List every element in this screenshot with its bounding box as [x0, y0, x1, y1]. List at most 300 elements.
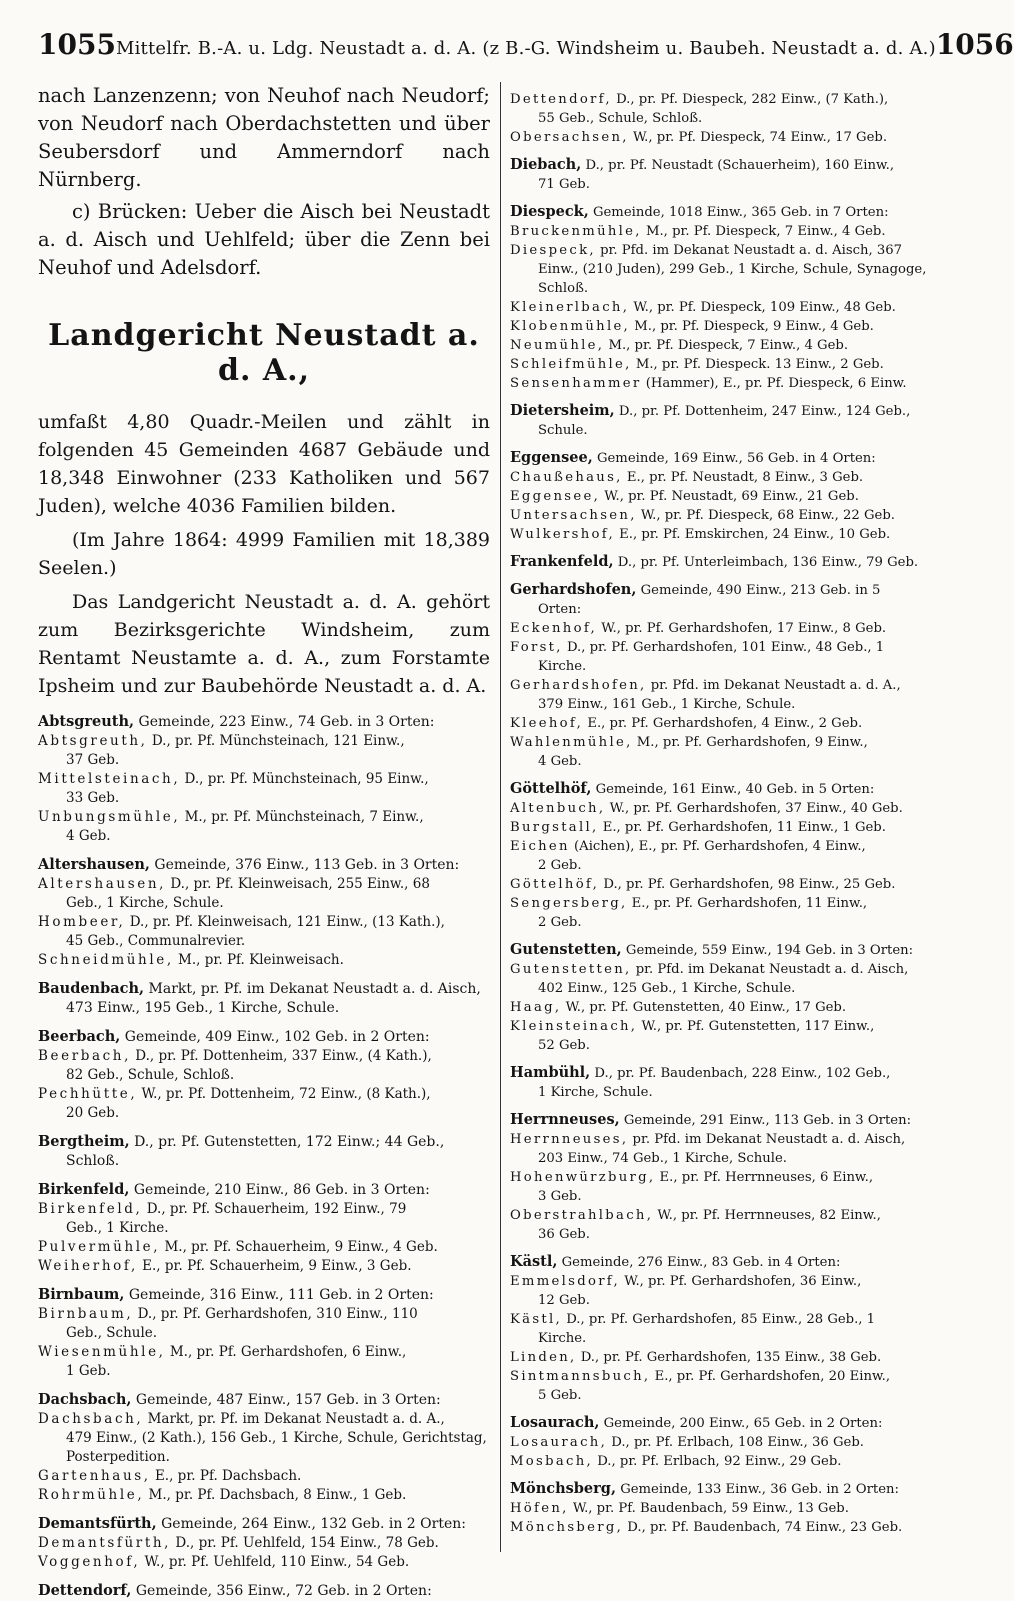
place-entry — [510, 1017, 962, 1055]
place-cont: Geb., 1 Kirche. — [66, 1220, 169, 1236]
municipality-entry — [510, 580, 962, 771]
place-name: Altenbuch, — [510, 801, 606, 816]
place-entry — [510, 799, 962, 818]
place-desc: E., pr. Pf. Herrnneuses, 6 Einw., — [659, 1170, 874, 1185]
place-name: Kleehof, — [510, 716, 584, 731]
place-cont: 3 Geb. — [538, 1189, 582, 1204]
place-desc: pr. Pfd. im Dekanat Neustadt a. d. Aisch, 367 — [600, 243, 903, 258]
place-desc: D., pr. Pf. Erlbach, 92 Einw., 29 Geb. — [597, 1454, 842, 1469]
place-desc: D., pr. Pf. Gerhardshofen, 101 Einw., 48 Geb., 1 — [566, 640, 885, 655]
place-desc: pr. Pfd. im Dekanat Neustadt a. d. Aisch, — [635, 962, 909, 977]
place-desc: M., pr. Pf. Gerhardshofen, 9 Einw., — [636, 735, 868, 750]
municipality-name: Eggensee, — [510, 449, 593, 466]
place-name: Mönchsberg, — [510, 1520, 624, 1535]
place-cont: 45 Geb., Communalrevier. — [66, 933, 246, 949]
place-name: Losaurach, — [510, 1435, 608, 1450]
place-entry — [510, 998, 962, 1017]
municipality-line — [510, 1413, 962, 1433]
municipality-entry — [38, 1390, 490, 1505]
place-name: Voggenhof, — [38, 1554, 141, 1570]
place-name: Pulvermühle, — [38, 1239, 161, 1255]
municipality-line — [38, 712, 490, 732]
place-desc: M., pr. Pf. Diespeck, 7 Einw., 4 Geb. — [645, 224, 886, 239]
municipality-desc: Gemeinde, 356 Einw., 72 Geb. in 2 Orten: — [135, 1583, 432, 1599]
place-desc: M., pr. Pf. Kleinweisach. — [178, 952, 344, 968]
municipality-line — [38, 1180, 490, 1200]
place-desc: M., pr. Pf. Diespeck. 13 Einw., 2 Geb. — [635, 357, 884, 372]
municipality-line — [510, 401, 962, 440]
municipality-desc: Gemeinde, 200 Einw., 65 Geb. in 2 Orten: — [603, 1416, 883, 1431]
place-name: Linden, — [510, 1350, 577, 1365]
place-name: Mittelsteinach, — [38, 771, 181, 787]
municipality-desc: D., pr. Pf. Unterleimbach, 136 Einw., 79 Geb. — [617, 555, 919, 570]
place-name: Eckenhof, — [510, 621, 598, 636]
place-entry — [38, 1486, 490, 1505]
place-cont: 203 Einw., 74 Geb., 1 Kirche, Schule. — [538, 1151, 787, 1166]
place-desc: W., pr. Pf. Gutenstetten, 40 Einw., 17 Geb. — [565, 1000, 847, 1015]
municipality-entry — [38, 1581, 490, 1601]
municipality-line — [510, 779, 962, 799]
place-entry — [38, 1085, 490, 1123]
place-cont: Geb., Schule. — [66, 1325, 158, 1341]
municipality-desc: Gemeinde, 161 Einw., 40 Geb. in 5 Orten: — [595, 782, 875, 797]
place-name: Gerhardshofen, — [510, 678, 647, 693]
place-entry — [510, 336, 962, 355]
municipality-entry — [510, 1413, 962, 1471]
place-desc: D., pr. Pf. Uehlfeld, 154 Einw., 78 Geb. — [175, 1535, 439, 1551]
municipality-line — [38, 855, 490, 875]
place-name: Höfen, — [510, 1501, 569, 1516]
municipality-name: Birnbaum, — [38, 1286, 125, 1303]
place-desc: E., pr. Pf. Gerhardshofen, 4 Einw., 2 Geb. — [587, 716, 863, 731]
municipality-entry — [510, 1110, 962, 1244]
place-name: Kleinerlbach, — [510, 300, 630, 315]
place-name: Sintmannsbuch, — [510, 1369, 651, 1384]
municipality-name: Dachsbach, — [38, 1391, 132, 1408]
municipality-name: Diespeck, — [510, 203, 589, 220]
place-desc: D., pr. Pf. Dottenheim, 337 Einw., (4 Kath.), — [135, 1048, 432, 1064]
place-desc: W., pr. Pf. Uehlfeld, 110 Einw., 54 Geb. — [144, 1554, 410, 1570]
place-name: Hombeer, — [38, 914, 126, 930]
place-name: Hohenwürzburg, — [510, 1170, 656, 1185]
place-name: Pechhütte, — [38, 1086, 138, 1102]
place-desc: W., pr. Pf. Gerhardshofen, 37 Einw., 40 Geb. — [609, 801, 903, 816]
place-entry — [510, 714, 962, 733]
place-desc: D., pr. Pf. Münchsteinach, 121 Einw., — [151, 733, 405, 749]
place-entry — [510, 1367, 962, 1405]
place-cont: 52 Geb. — [538, 1038, 590, 1053]
place-name: Weiherhof, — [38, 1258, 138, 1274]
place-desc: D., pr. Pf. Kleinweisach, 121 Einw., (13 Kath.), — [129, 914, 445, 930]
place-desc: W., pr. Pf. Neustadt, 69 Einw., 21 Geb. — [604, 489, 859, 504]
municipality-name: Altershausen, — [38, 856, 150, 873]
place-desc: M., pr. Pf. Schauerheim, 9 Einw., 4 Geb. — [164, 1239, 438, 1255]
place-name: Kästl, — [510, 1312, 562, 1327]
municipality-desc: Gemeinde, 487 Einw., 157 Geb. in 3 Orten: — [135, 1392, 441, 1408]
place-desc: D., pr. Pf. Schauerheim, 192 Einw., 79 — [146, 1201, 407, 1217]
place-entry — [38, 1238, 490, 1257]
municipality-desc: Gemeinde, 559 Einw., 194 Geb. in 3 Orten: — [625, 943, 914, 958]
place-entry — [38, 1200, 490, 1238]
place-cont: 36 Geb. — [538, 1227, 590, 1242]
court-title: Landgericht Neustadt a. d. A., — [48, 318, 480, 388]
left-column — [38, 82, 490, 1601]
municipality-desc: D., pr. Pf. Baudenbach, 228 Einw., 102 Geb., — [594, 1066, 891, 1081]
municipality-line — [510, 580, 962, 619]
place-desc: M., pr. Pf. Diespeck, 9 Einw., 4 Geb. — [634, 319, 874, 334]
place-desc: E., pr. Pf. Gerhardshofen, 11 Einw., 1 Geb. — [602, 820, 886, 835]
place-entry — [510, 1206, 962, 1244]
place-entry — [510, 241, 962, 298]
place-entry — [510, 90, 962, 128]
place-name: Kleinsteinach, — [510, 1019, 638, 1034]
place-name: Oberstrahlbach, — [510, 1208, 654, 1223]
municipality-entry — [510, 202, 962, 393]
place-name: Chaußehaus, — [510, 470, 623, 485]
place-name: Gutenstetten, — [510, 962, 632, 977]
place-entry — [510, 1433, 962, 1452]
place-name: Diespeck, — [510, 243, 596, 258]
municipality-line — [510, 1063, 962, 1102]
municipality-list — [510, 90, 962, 1537]
place-desc: D., pr. Pf. Münchsteinach, 95 Einw., — [184, 771, 429, 787]
place-name: Demantsfürth, — [38, 1535, 172, 1551]
column-divider — [500, 82, 501, 1552]
place-cont: 37 Geb. — [66, 752, 120, 768]
place-name: Mosbach, — [510, 1454, 593, 1469]
municipality-name: Birkenfeld, — [38, 1181, 130, 1198]
municipality-name: Herrnneuses, — [510, 1111, 620, 1128]
place-desc: D., pr. Pf. Kleinweisach, 255 Einw., 68 — [170, 876, 430, 892]
municipality-name: Dietersheim, — [510, 402, 615, 419]
municipality-line — [510, 155, 962, 194]
place-desc: E., pr. Pf. Gerhardshofen, 11 Einw., — [631, 896, 868, 911]
place-entry — [510, 1272, 962, 1310]
place-name: Beerbach, — [38, 1048, 131, 1064]
place-entry — [510, 619, 962, 638]
municipality-entry — [510, 448, 962, 544]
place-desc: D., pr. Pf. Gerhardshofen, 310 Einw., 110 — [137, 1306, 418, 1322]
place-entry — [510, 128, 962, 147]
municipality-cont: 1 Kirche, Schule. — [538, 1085, 653, 1100]
place-cont: Kirche. — [538, 1331, 587, 1346]
place-name: Schneidmühle, — [38, 952, 174, 968]
place-cont: Geb., 1 Kirche, Schule. — [66, 895, 224, 911]
place-desc: W., pr. Pf. Gerhardshofen, 17 Einw., 8 Geb. — [601, 621, 887, 636]
place-cont: 4 Geb. — [66, 828, 111, 844]
municipality-name: Frankenfeld, — [510, 553, 614, 570]
municipality-entry — [510, 1252, 962, 1405]
court-paragraph: Das Landgericht Neustadt a. d. A. gehört zum Bezirksgerichte Windsheim, zum Rentamt Neustamte a. d. A., zum Forstamte Ipsheim und zur Baubehörde Neustadt a. d. A. — [38, 591, 490, 697]
place-desc: W., pr. Pf. Diespeck, 109 Einw., 48 Geb. — [633, 300, 896, 315]
municipality-entry — [38, 1132, 490, 1171]
municipality-desc: Gemeinde, 210 Einw., 86 Geb. in 3 Orten: — [133, 1182, 430, 1198]
place-name: Altershausen, — [38, 876, 167, 892]
place-desc: W., pr. Pf. Dottenheim, 72 Einw., (8 Kath.), — [141, 1086, 431, 1102]
municipality-name: Hambühl, — [510, 1064, 591, 1081]
place-entry — [38, 1305, 490, 1343]
municipality-entry — [38, 1180, 490, 1276]
municipality-desc: Markt, pr. Pf. im Dekanat Neustadt a. d. Aisch, — [148, 981, 481, 997]
place-desc: D., pr. Pf. Gerhardshofen, 98 Einw., 25 Geb. — [603, 877, 896, 892]
place-entry — [510, 355, 962, 374]
place-entry — [510, 1348, 962, 1367]
place-name: Untersachsen, — [510, 508, 637, 523]
place-name: Schleifmühle, — [510, 357, 632, 372]
municipality-desc: Gemeinde, 133 Einw., 36 Geb. in 2 Orten: — [620, 1482, 899, 1497]
municipality-desc: Gemeinde, 1018 Einw., 365 Geb. in 7 Orten: — [592, 205, 889, 220]
place-entry — [510, 1499, 962, 1518]
municipality-line — [510, 1479, 962, 1499]
place-cont: 5 Geb. — [538, 1388, 582, 1403]
place-desc: E., pr. Pf. Neustadt, 8 Einw., 3 Geb. — [626, 470, 864, 485]
place-name: Gartenhaus, — [38, 1468, 151, 1484]
place-cont: 55 Geb., Schule, Schloß. — [538, 111, 703, 126]
municipality-desc: Gemeinde, 316 Einw., 111 Geb. in 2 Orten: — [128, 1287, 434, 1303]
municipality-name: Gerhardshofen, — [510, 581, 637, 598]
place-entry — [510, 222, 962, 241]
municipality-desc: Gemeinde, 376 Einw., 113 Geb. in 3 Orten: — [154, 857, 460, 873]
place-entry — [510, 676, 962, 714]
place-desc: W., pr. Pf. Gutenstetten, 117 Einw., — [641, 1019, 875, 1034]
place-entry — [38, 1257, 490, 1276]
place-name: Klobenmühle, — [510, 319, 631, 334]
place-name: Wahlenmühle, — [510, 735, 633, 750]
place-desc: E., pr. Pf. Emskirchen, 24 Einw., 10 Geb. — [619, 527, 891, 542]
place-name: Eichen — [510, 839, 570, 854]
place-name: Obersachsen, — [510, 130, 629, 145]
municipality-name: Kästl, — [510, 1253, 558, 1270]
municipality-line — [38, 1027, 490, 1047]
place-desc: M., pr. Pf. Gerhardshofen, 6 Einw., — [169, 1344, 407, 1360]
municipality-desc: Gemeinde, 223 Einw., 74 Geb. in 3 Orten: — [138, 714, 435, 730]
municipality-entry — [510, 552, 962, 572]
municipality-cont: Schloß. — [66, 1153, 120, 1169]
place-cont: 82 Geb., Schule, Schloß. — [66, 1067, 235, 1083]
court-paragraph: umfaßt 4,80 Quadr.-Meilen und zählt in folgenden 45 Gemeinden 4687 Gebäude und 18,348 Einwohner (233 Katholiken und 567 Juden), welche 4036 Familien bilden. — [38, 411, 490, 517]
place-entry — [510, 837, 962, 875]
municipality-entry — [38, 1514, 490, 1572]
page-header — [38, 28, 1014, 70]
municipality-name: Gutenstetten, — [510, 941, 622, 958]
municipality-entry — [510, 90, 962, 147]
place-name: Birkenfeld, — [38, 1201, 143, 1217]
place-name: Abtsgreuth, — [38, 733, 148, 749]
municipality-desc: Gemeinde, 490 Einw., 213 Geb. in 5 — [640, 583, 881, 598]
place-entry — [510, 733, 962, 771]
municipality-line — [38, 979, 490, 1018]
municipality-line — [38, 1390, 490, 1410]
municipality-line — [510, 1252, 962, 1272]
municipality-desc: Gemeinde, 291 Einw., 113 Geb. in 3 Orten: — [623, 1113, 912, 1128]
municipality-entry — [510, 779, 962, 932]
municipality-name: Demantsfürth, — [38, 1515, 157, 1532]
place-entry — [510, 960, 962, 998]
place-entry — [38, 875, 490, 913]
municipality-entry — [38, 855, 490, 970]
place-desc: (Aichen), E., pr. Pf. Gerhardshofen, 4 Einw., — [574, 839, 866, 854]
municipality-cont: Orten: — [538, 602, 582, 617]
municipality-name: Diebach, — [510, 156, 582, 173]
municipality-entry — [510, 155, 962, 194]
place-entry — [510, 1310, 962, 1348]
municipality-desc: D., pr. Pf. Neustadt (Schauerheim), 160 Einw., — [585, 158, 895, 173]
municipality-name: Dettendorf, — [38, 1582, 132, 1599]
place-desc: Markt, pr. Pf. im Dekanat Neustadt a. d. A., — [147, 1411, 445, 1427]
place-desc: M., pr. Pf. Münchsteinach, 7 Einw., — [184, 809, 424, 825]
place-name: Wulkershof, — [510, 527, 615, 542]
running-title: Mittelfr. B.-A. u. Ldg. Neustadt a. d. A. (z B.-G. Windsheim u. Baubeh. Neustadt a. d. A.) — [115, 38, 936, 59]
place-entry — [510, 1518, 962, 1537]
place-cont: 2 Geb. — [538, 915, 582, 930]
place-desc: D., pr. Pf. Diespeck, 282 Einw., (7 Kath.), — [616, 92, 889, 107]
page-number-right: 1056 — [935, 28, 1014, 61]
page-number-left: 1055 — [38, 28, 116, 61]
place-desc: pr. Pfd. im Dekanat Neustadt a. d. Aisch, — [632, 1132, 906, 1147]
municipality-desc: Gemeinde, 264 Einw., 132 Geb. in 2 Orten: — [161, 1516, 466, 1532]
place-entry — [510, 487, 962, 506]
place-desc: W., pr. Pf. Diespeck, 68 Einw., 22 Geb. — [640, 508, 895, 523]
place-name: Forst, — [510, 640, 563, 655]
municipality-entry — [510, 401, 962, 440]
municipality-entry — [38, 1027, 490, 1123]
municipality-name: Bergtheim, — [38, 1133, 130, 1150]
municipality-name: Baudenbach, — [38, 980, 145, 997]
place-entry — [38, 1410, 490, 1467]
intro-paragraph: nach Lanzenzenn; von Neuhof nach Neudorf; von Neudorf nach Oberdachstetten und über Seubersdorf und Ammerndorf nach Nürnberg. — [38, 84, 490, 191]
place-entry — [510, 506, 962, 525]
place-cont: 379 Einw., 161 Geb., 1 Kirche, Schule. — [538, 697, 796, 712]
place-cont: 33 Geb. — [66, 790, 120, 806]
municipality-entry — [38, 979, 490, 1018]
municipality-name: Göttelhöf, — [510, 780, 592, 797]
place-entry — [38, 1553, 490, 1572]
right-column — [510, 82, 962, 1601]
place-desc: D., pr. Pf. Gerhardshofen, 85 Einw., 28 Geb., 1 — [566, 1312, 876, 1327]
place-name: Wiesenmühle, — [38, 1344, 166, 1360]
place-desc: D., pr. Pf. Gerhardshofen, 135 Einw., 38 Geb. — [580, 1350, 882, 1365]
municipality-cont: 71 Geb. — [538, 177, 590, 192]
municipality-name: Abtsgreuth, — [38, 713, 135, 730]
place-entry — [38, 951, 490, 970]
place-entry — [510, 317, 962, 336]
place-entry — [38, 1467, 490, 1486]
municipality-line — [38, 1285, 490, 1305]
place-desc: W., pr. Pf. Baudenbach, 59 Einw., 13 Geb. — [572, 1501, 849, 1516]
place-entry — [38, 1047, 490, 1085]
municipality-entry — [510, 1479, 962, 1537]
place-entry — [38, 1343, 490, 1381]
place-entry — [510, 374, 962, 393]
place-desc: M., pr. Pf. Diespeck, 7 Einw., 4 Geb. — [608, 338, 849, 353]
municipality-name: Beerbach, — [38, 1028, 121, 1045]
place-cont: 2 Geb. — [538, 858, 582, 873]
place-entry — [38, 770, 490, 808]
municipality-line — [38, 1132, 490, 1171]
place-cont: 1 Geb. — [66, 1363, 111, 1379]
place-cont: Einw., (210 Juden), 299 Geb., 1 Kirche, Schule, Synagoge, Schloß. — [538, 262, 927, 296]
place-entry — [510, 525, 962, 544]
intro-paragraph: c) Brücken: Ueber die Aisch bei Neustadt a. d. Aisch und Uehlfeld; über die Zenn bei Neuhof und Adelsdorf. — [38, 200, 490, 279]
place-entry — [510, 875, 962, 894]
place-name: Sengersberg, — [510, 896, 628, 911]
place-entry — [510, 1130, 962, 1168]
municipality-name: Mönchsberg, — [510, 1480, 616, 1497]
municipality-cont: 473 Einw., 195 Geb., 1 Kirche, Schule. — [66, 1000, 340, 1016]
place-desc: (Hammer), E., pr. Pf. Diespeck, 6 Einw. — [645, 376, 907, 391]
place-name: Rohrmühle, — [38, 1487, 145, 1503]
place-name: Dettendorf, — [510, 92, 612, 107]
municipality-desc: D., pr. Pf. Gutenstetten, 172 Einw.; 44 Geb., — [134, 1134, 445, 1150]
place-cont: 479 Einw., (2 Kath.), 156 Geb., 1 Kirche, Schule, Gerichtstag, Posterpedition. — [66, 1430, 487, 1465]
place-desc: W., pr. Pf. Herrnneuses, 82 Einw., — [657, 1208, 881, 1223]
municipality-name: Losaurach, — [510, 1414, 600, 1431]
place-cont: 20 Geb. — [66, 1105, 120, 1121]
place-name: Göttelhöf, — [510, 877, 600, 892]
municipality-list — [38, 712, 490, 1601]
place-name: Eggensee, — [510, 489, 601, 504]
place-desc: W., pr. Pf. Diespeck, 74 Einw., 17 Geb. — [632, 130, 888, 145]
place-cont: Kirche. — [538, 659, 587, 674]
municipality-entry — [510, 940, 962, 1055]
place-desc: M., pr. Pf. Dachsbach, 8 Einw., 1 Geb. — [148, 1487, 407, 1503]
municipality-line — [510, 552, 962, 572]
municipality-line — [510, 202, 962, 222]
place-entry — [510, 1452, 962, 1471]
municipality-desc: D., pr. Pf. Dottenheim, 247 Einw., 124 Geb., — [618, 404, 911, 419]
municipality-line — [38, 1514, 490, 1534]
municipality-line — [510, 448, 962, 468]
place-cont: 12 Geb. — [538, 1293, 590, 1308]
place-name: Unbungsmühle, — [38, 809, 181, 825]
place-entry — [38, 913, 490, 951]
municipality-desc: Gemeinde, 169 Einw., 56 Geb. in 4 Orten: — [596, 451, 876, 466]
place-entry — [510, 298, 962, 317]
place-name: Emmelsdorf, — [510, 1274, 621, 1289]
place-name: Dachsbach, — [38, 1411, 144, 1427]
place-desc: D., pr. Pf. Erlbach, 108 Einw., 36 Geb. — [611, 1435, 864, 1450]
municipality-desc: Gemeinde, 409 Einw., 102 Geb. in 2 Orten: — [124, 1029, 430, 1045]
place-desc: D., pr. Pf. Baudenbach, 74 Einw., 23 Geb. — [627, 1520, 903, 1535]
municipality-line — [510, 940, 962, 960]
municipality-desc: Gemeinde, 276 Einw., 83 Geb. in 4 Orten: — [561, 1255, 841, 1270]
place-name: Birnbaum, — [38, 1306, 134, 1322]
place-entry — [510, 818, 962, 837]
place-name: Herrnneuses, — [510, 1132, 629, 1147]
place-entry — [510, 894, 962, 932]
place-entry — [510, 1168, 962, 1206]
place-name: Haag, — [510, 1000, 562, 1015]
place-name: Neumühle, — [510, 338, 605, 353]
place-cont: 402 Einw., 125 Geb., 1 Kirche, Schule. — [538, 981, 796, 996]
municipality-entry — [510, 1063, 962, 1102]
municipality-entry — [38, 1285, 490, 1381]
place-desc: W., pr. Pf. Gerhardshofen, 36 Einw., — [624, 1274, 862, 1289]
place-entry — [38, 808, 490, 846]
place-desc: E., pr. Pf. Schauerheim, 9 Einw., 3 Geb. — [142, 1258, 412, 1274]
court-paragraph: (Im Jahre 1864: 4999 Familien mit 18,389 Seelen.) — [38, 529, 490, 579]
place-desc: pr. Pfd. im Dekanat Neustadt a. d. A., — [650, 678, 901, 693]
place-entry — [38, 1534, 490, 1553]
place-entry — [510, 468, 962, 487]
place-name: Sensenhammer — [510, 376, 642, 391]
place-cont: 4 Geb. — [538, 754, 582, 769]
municipality-cont: Schule. — [538, 423, 588, 438]
place-name: Burgstall, — [510, 820, 599, 835]
place-desc: E., pr. Pf. Dachsbach. — [154, 1468, 302, 1484]
municipality-line — [38, 1581, 490, 1601]
municipality-entry — [38, 712, 490, 846]
